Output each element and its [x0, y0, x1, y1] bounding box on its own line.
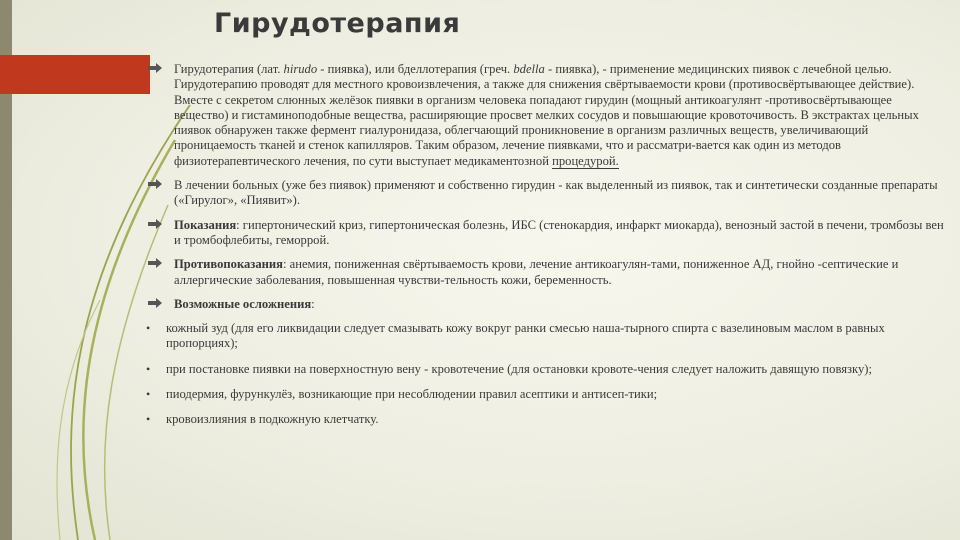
- slide-content: [146, 62, 946, 438]
- bullet-item-contraindications: [146, 257, 946, 288]
- definition-greek-term: bdella: [513, 62, 545, 76]
- sub-item-text: при постановке пиявки на поверхностную вену - кровотечение (для остановки кровоте-чения следует наложить давящую повязку);: [166, 361, 872, 376]
- dot-bullet-icon: •: [146, 321, 151, 336]
- dot-bullet-icon: •: [146, 412, 151, 427]
- definition-text-3: - пиявка), - применение медицинских пиявок с лечебной целью. Гирудотерапию проводят для местного кровоизвлечения, а также для снижения свёртываемости крови (противосвёртывающее действие). Вместе с секретом слюнных желёзок пиявки в организм человека попадают гирудин (мощный антикоагулянт -противосвёртывающее вещество) и гистаминоподобные вещества, расширяющие просвет мелких сосудов и повышающие кровоточивость. В экстрактах цельных пиявок обнаружен также фермент гиалуронидаза, облегчающий проникновение в организм различных веществ, увеличивающий проницаемость тканей и стенок капилляров. Таким образом, лечение пиявками, что и рассматри-вается как один из методов физиотерапевтического лечения, по сути выступает медикаментозной: [174, 62, 919, 168]
- sub-item: [146, 362, 946, 377]
- definition-latin-term: hirudo: [283, 62, 318, 76]
- sub-item: [146, 387, 946, 402]
- arrow-bullet-icon: [148, 179, 162, 189]
- sub-item-text: кровоизлияния в подкожную клетчатку.: [166, 412, 379, 427]
- contraindications-label: Противопоказания: [174, 257, 283, 272]
- complications-colon: :: [311, 296, 315, 311]
- arrow-bullet-icon: [148, 63, 162, 73]
- slide-title: Гирудотерапия: [214, 8, 461, 39]
- arrow-bullet-icon: [148, 298, 162, 308]
- indications-text: : гипертонический криз, гипертоническая болезнь, ИБС (стенокардия, инфаркт миокарда), венозный застой в печени, тромбозы вен и тромбофлебиты, геморрой.: [174, 217, 944, 247]
- hirudin-text: В лечении больных (уже без пиявок) применяют и собственно гирудин - как выделенный из пиявок, так и синтетически созданные препараты («Гирулог», «Пиявит»).: [174, 178, 938, 208]
- definition-text-end: процедурой.: [552, 153, 619, 168]
- title-accent-tab: [0, 55, 150, 94]
- bullet-item-complications: [146, 297, 946, 312]
- bullet-item-definition: [146, 62, 946, 169]
- definition-text-1: Гирудотерапия (лат.: [174, 62, 284, 76]
- dot-bullet-icon: •: [146, 387, 151, 402]
- sub-item-text: пиодермия, фурункулёз, возникающие при несоблюдении правил асептики и антисеп-тики;: [166, 387, 658, 402]
- definition-text-2: - пиявка), или бделлотерапия (греч.: [317, 62, 514, 76]
- bullet-item-hirudin: [146, 178, 946, 209]
- sub-item-text: кожный зуд (для его ликвидации следует смазывать кожу вокруг ранки смесью наша-тырного спирта с вазелиновым маслом в равных пропорциях);: [166, 321, 885, 351]
- contraindications-text: : анемия, пониженная свёртываемость крови, лечение антикоагулян-тами, пониженное АД, гнойно -септические и аллергические заболевания, повышенная чувстви-тельность кожи, беременность.: [174, 257, 899, 287]
- complications-label: Возможные осложнения: [174, 296, 312, 311]
- sub-item: [146, 412, 946, 427]
- sub-item: [146, 321, 946, 352]
- dot-bullet-icon: •: [146, 361, 151, 376]
- arrow-bullet-icon: [148, 258, 162, 268]
- indications-label: Показания: [174, 217, 237, 232]
- arrow-bullet-icon: [148, 219, 162, 229]
- bullet-item-indications: [146, 218, 946, 249]
